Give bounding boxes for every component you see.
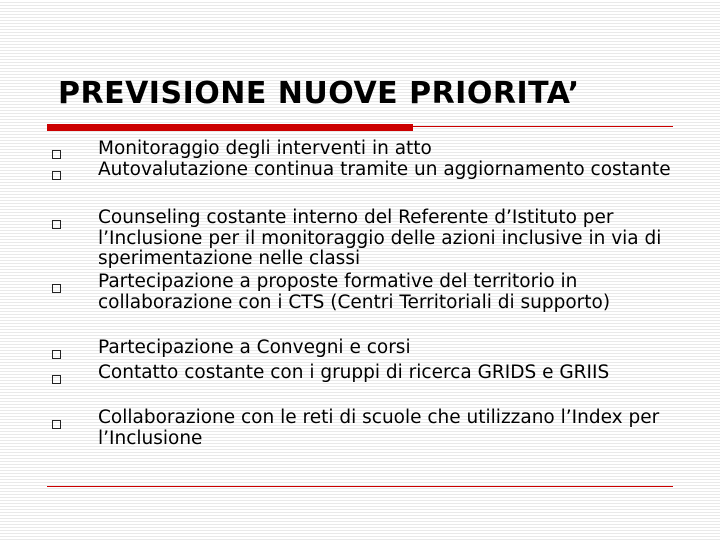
hollow-square-bullet-icon (52, 420, 61, 429)
bullet-text: Monitoraggio degli interventi in atto (98, 138, 432, 159)
bullet-text: Partecipazione a Convegni e corsi (98, 337, 411, 358)
hollow-square-bullet-icon (52, 220, 61, 229)
hollow-square-bullet-icon (52, 171, 61, 180)
bullet-text: Partecipazione a proposte formative del territorio in collaborazione con i CTS (Centri Territoriali di supporto) (98, 271, 611, 313)
bullet-text: Counseling costante interno del Referente d’Istituto per l’Inclusione per il monitoraggio delle azioni inclusive in via di sperimentazione nelle classi (98, 207, 662, 270)
bullet-text: Autovalutazione continua tramite un aggiornamento costante (98, 159, 671, 180)
hollow-square-bullet-icon (52, 150, 61, 159)
footer-divider (47, 486, 673, 487)
slide-title: PREVISIONE NUOVE PRIORITA’ (58, 76, 580, 111)
hollow-square-bullet-icon (52, 350, 61, 359)
bullet-text: Contatto costante con i gruppi di ricerca GRIDS e GRIIS (98, 362, 610, 383)
hollow-square-bullet-icon (52, 284, 61, 293)
bullet-text: Collaborazione con le reti di scuole che utilizzano l’Index per l’Inclusione (98, 407, 660, 449)
hollow-square-bullet-icon (52, 375, 61, 384)
